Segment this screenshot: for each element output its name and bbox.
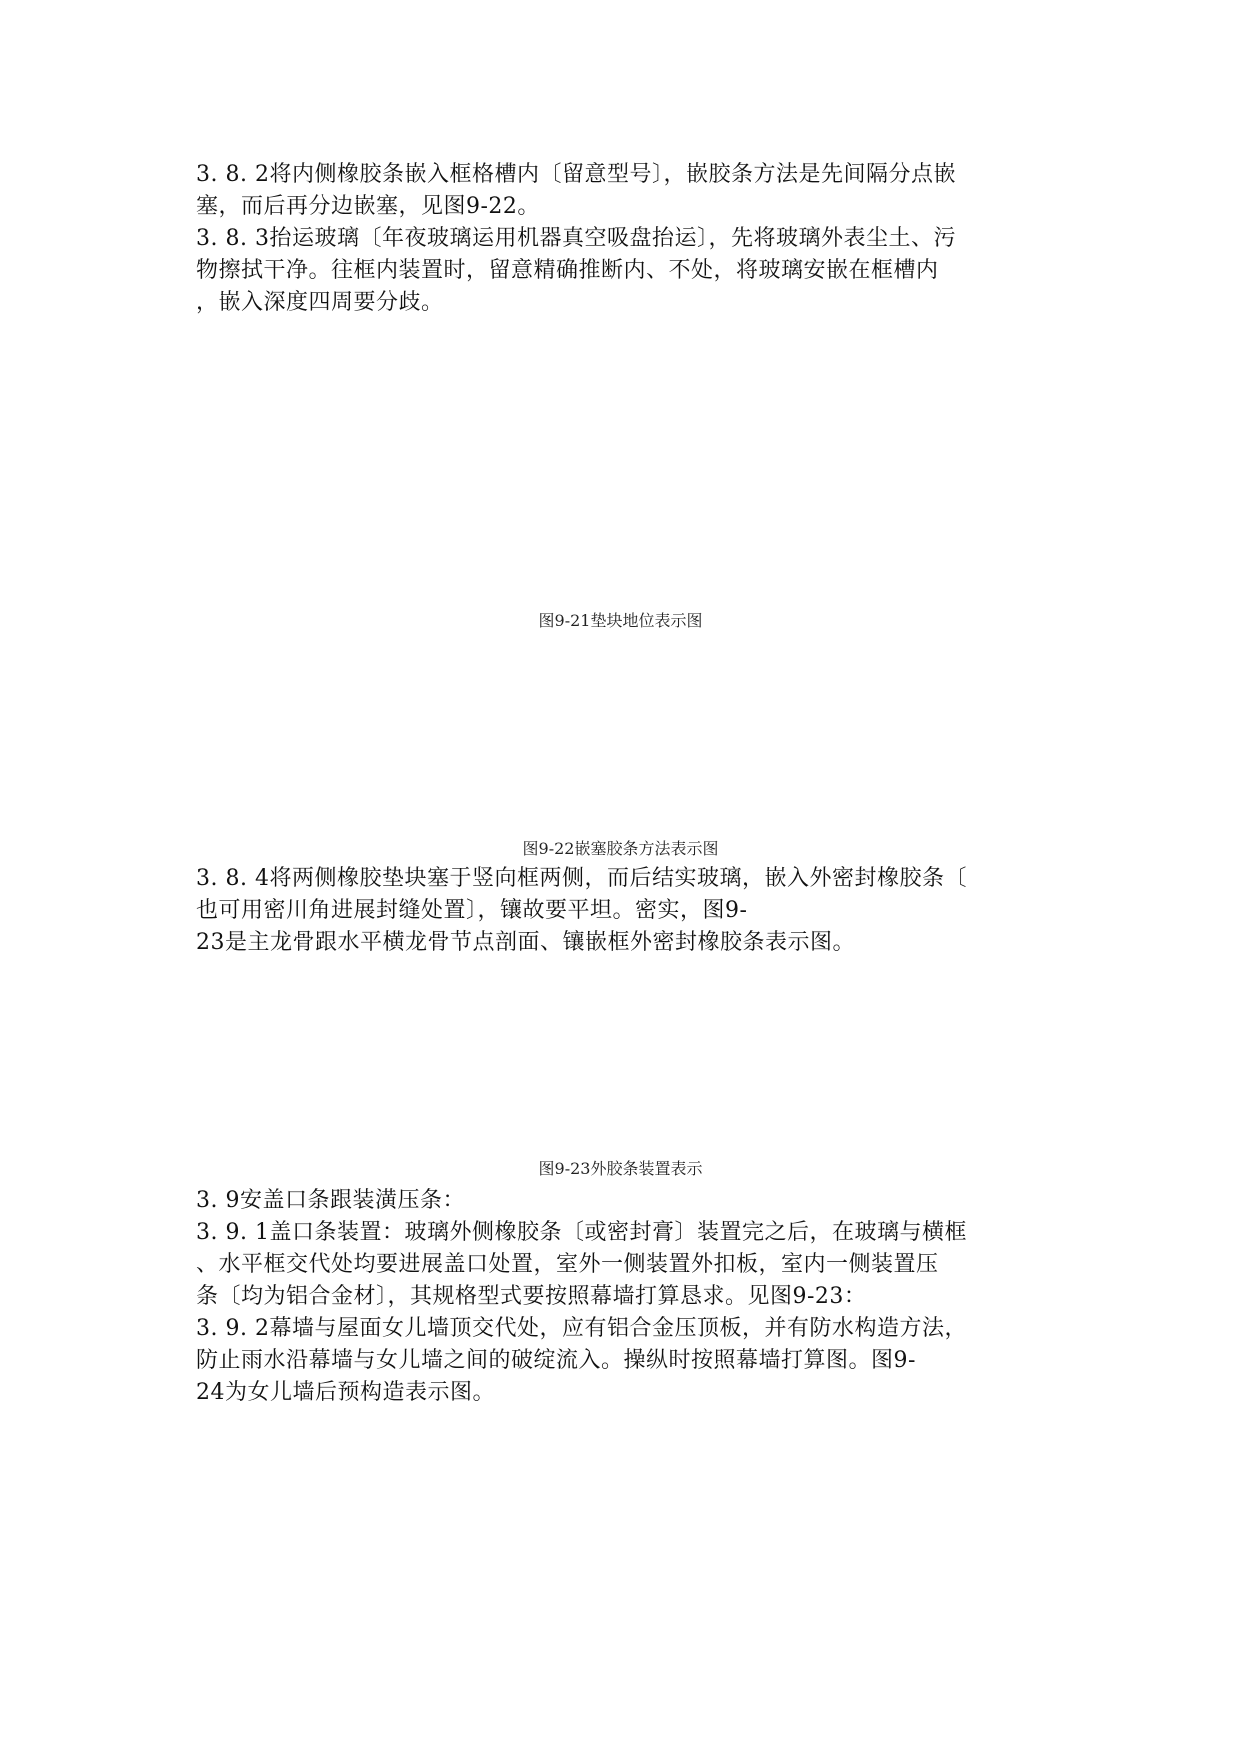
text-line: 24为女儿墙后预构造表示图。 xyxy=(196,1380,495,1405)
text-line: 3. 9. 1盖口条装置：玻璃外侧橡胶条〔或密封膏〕装置完之后，在玻璃与横框 xyxy=(196,1220,967,1245)
text-line: 23是主龙骨跟水平横龙骨节点剖面、镶嵌框外密封橡胶条表示图。 xyxy=(196,930,855,955)
figure-9-22-area xyxy=(196,640,1046,830)
text-line: 3. 9. 2幕墙与屋面女儿墙顶交代处，应有铝合金压顶板，并有防水构造方法， xyxy=(196,1316,967,1341)
text-line: 防止雨水沿幕墙与女儿墙之间的破绽流入。操纵时按照幕墙打算图。图9- xyxy=(196,1348,916,1373)
text-line: 3. 8. 2将内侧橡胶条嵌入框格槽内〔留意型号〕，嵌胶条方法是先间隔分点嵌 xyxy=(196,162,956,187)
text-line: ，嵌入深度四周要分歧。 xyxy=(196,290,444,315)
text-line: 也可用密川角进展封缝处置〕，镶故要平坦。密实，图9- xyxy=(196,898,748,923)
text-line: 3. 8. 4将两侧橡胶垫块塞于竖向框两侧，而后结实玻璃，嵌入外密封橡胶条〔 xyxy=(196,866,967,891)
text-line: 物擦拭干净。往框内装置时，留意精确推断内、不处，将玻璃安嵌在框槽内 xyxy=(196,258,939,283)
text-line: 塞，而后再分边嵌塞，见图9-22。 xyxy=(196,194,540,219)
figure-9-22-caption: 图9-22嵌塞胶条方法表示图 xyxy=(522,839,719,858)
figure-9-23-area xyxy=(196,970,1046,1150)
figure-9-23-caption: 图9-23外胶条装置表示 xyxy=(538,1159,703,1178)
section-heading-3-9: 3. 9安盖口条跟装潢压条： xyxy=(196,1188,465,1213)
figure-9-21-area xyxy=(196,330,1046,600)
text-line: 、水平框交代处均要进展盖口处置，室外一侧装置外扣板，室内一侧装置压 xyxy=(196,1252,939,1277)
text-line: 条〔均为铝合金材〕，其规格型式要按照幕墙打算恳求。见图9-23： xyxy=(196,1284,867,1309)
figure-9-21-caption: 图9-21垫块地位表示图 xyxy=(538,611,703,630)
text-line: 3. 8. 3抬运玻璃〔年夜玻璃运用机器真空吸盘抬运〕，先将玻璃外表尘土、污 xyxy=(196,226,956,251)
